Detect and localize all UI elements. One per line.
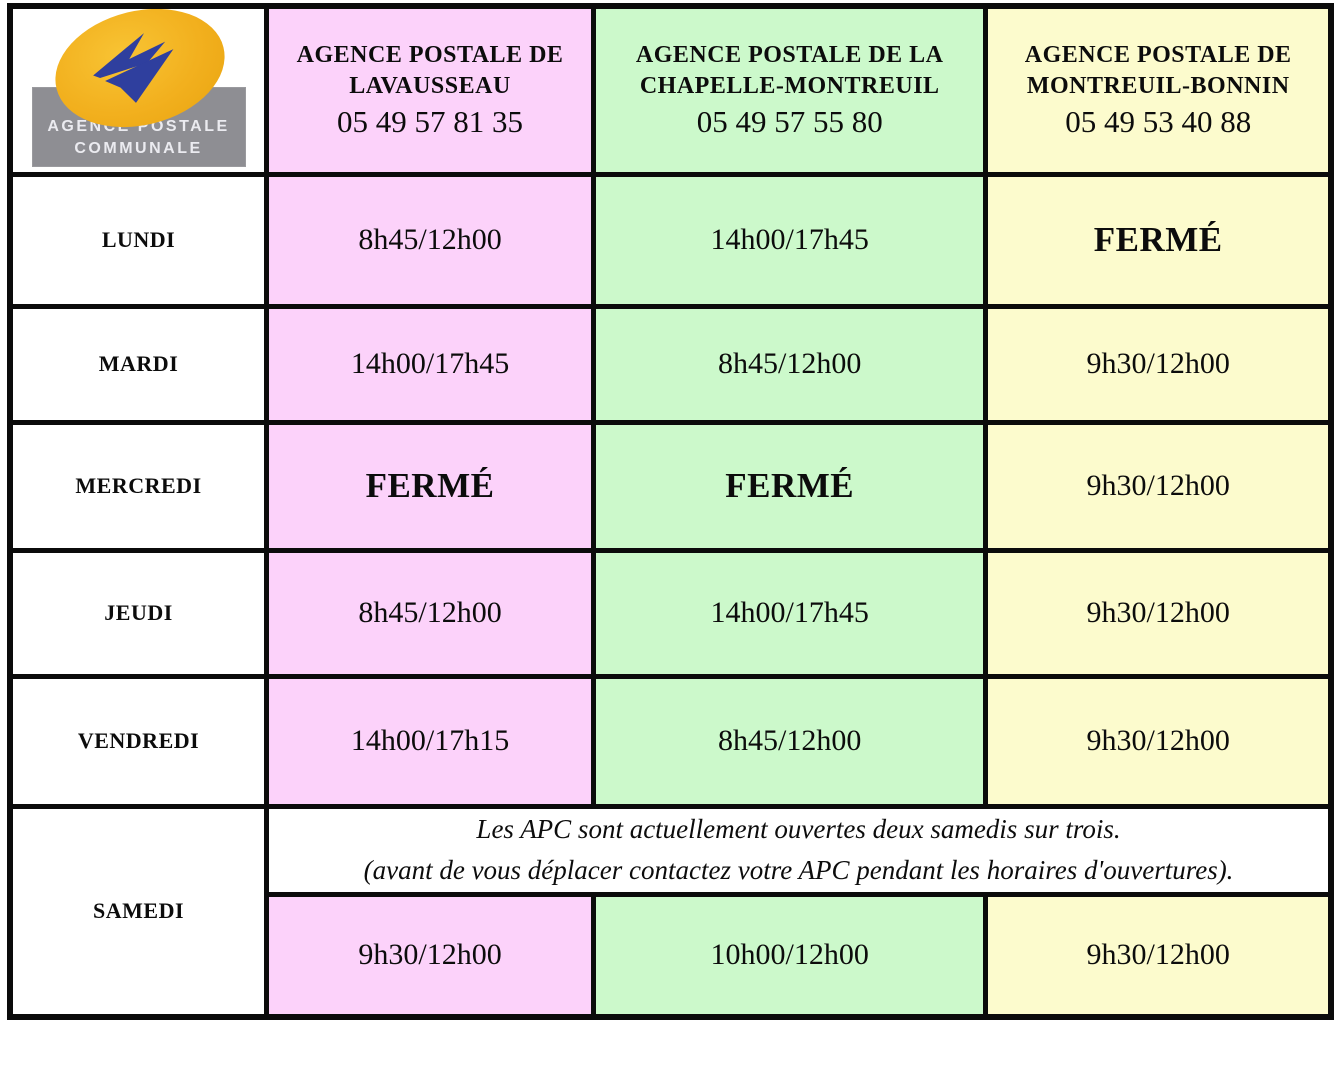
day-cell-mercredi — [10, 422, 267, 550]
hours-value: 14h00/17h45 — [710, 596, 869, 629]
hours-cell-closed — [267, 422, 594, 550]
hours-cell — [267, 550, 594, 676]
agency-name-line1: AGENCE POSTALE DE — [296, 42, 564, 69]
closed-label: FERMÉ — [365, 466, 495, 505]
agency-phone: 05 49 53 40 88 — [1065, 104, 1252, 140]
hours-value: 9h30/12h00 — [1086, 596, 1230, 629]
hours-value: 10h00/12h00 — [710, 938, 869, 972]
row-vendredi — [10, 676, 1331, 806]
hours-cell — [594, 306, 986, 422]
header-agency-chapelle-montreuil — [594, 6, 986, 174]
logo-cell — [10, 6, 267, 174]
hours-value: 14h00/17h15 — [350, 724, 510, 757]
closed-label: FERMÉ — [725, 466, 855, 505]
hours-value: 14h00/17h45 — [710, 223, 869, 256]
row-mardi — [10, 306, 1331, 422]
hours-value: 14h00/17h45 — [350, 347, 510, 380]
hours-cell-closed — [986, 174, 1331, 306]
hours-cell — [594, 550, 986, 676]
hours-cell — [986, 676, 1331, 806]
hours-cell — [986, 895, 1331, 1017]
hours-value: 9h30/12h00 — [358, 938, 502, 972]
day-cell-jeudi — [10, 550, 267, 676]
hours-cell — [594, 895, 986, 1017]
day-label: VENDREDI — [77, 728, 200, 753]
agency-name-line2: CHAPELLE-MONTREUIL — [639, 73, 940, 100]
row-mercredi — [10, 422, 1331, 550]
logo-caption-line1: AGENCE POSTALE — [47, 118, 230, 136]
closed-label: FERMÉ — [1093, 220, 1223, 259]
day-cell-vendredi — [10, 676, 267, 806]
hours-cell — [986, 550, 1331, 676]
hours-value: 8h45/12h00 — [718, 724, 862, 757]
agency-name — [269, 40, 591, 102]
hours-cell — [986, 306, 1331, 422]
agency-name-line1: AGENCE POSTALE DE — [1024, 42, 1292, 69]
hours-cell — [267, 676, 594, 806]
saturday-note — [267, 806, 1331, 895]
hours-cell — [594, 174, 986, 306]
hours-value: 9h30/12h00 — [1086, 724, 1230, 757]
hours-value: 9h30/12h00 — [1086, 469, 1230, 502]
agency-name-line2: MONTREUIL-BONNIN — [1026, 73, 1290, 100]
hours-cell — [986, 422, 1331, 550]
saturday-note-line1: Les APC sont actuellement ouvertes deux samedis sur trois. — [476, 813, 1121, 844]
day-label: SAMEDI — [93, 898, 185, 924]
day-label: MARDI — [98, 351, 179, 376]
hours-cell — [267, 895, 594, 1017]
day-label: LUNDI — [101, 227, 176, 252]
hours-value: 8h45/12h00 — [358, 223, 502, 256]
hours-value: 9h30/12h00 — [1086, 938, 1230, 972]
row-jeudi — [10, 550, 1331, 676]
saturday-note-line2: (avant de vous déplacer contactez votre APC pendant les horaires d'ouvertures). — [363, 855, 1234, 886]
agency-name-line2: LAVAUSSEAU — [349, 73, 511, 100]
laposte-bird-icon — [73, 18, 205, 118]
hours-value: 8h45/12h00 — [718, 347, 862, 380]
day-label: MERCREDI — [75, 473, 202, 498]
hours-value: 9h30/12h00 — [1086, 347, 1230, 380]
day-cell-lundi — [10, 174, 267, 306]
row-samedi-note — [10, 806, 1331, 895]
header-agency-lavausseau — [267, 6, 594, 174]
hours-cell — [267, 306, 594, 422]
agency-phone: 05 49 57 55 80 — [696, 104, 883, 140]
day-cell-mardi — [10, 306, 267, 422]
day-cell-samedi — [10, 806, 267, 1017]
agency-phone: 05 49 57 81 35 — [337, 104, 524, 140]
row-lundi — [10, 174, 1331, 306]
schedule-table — [7, 3, 1334, 1020]
agency-name — [988, 40, 1328, 102]
header-row — [10, 6, 1331, 174]
hours-cell — [594, 676, 986, 806]
apc-logo — [26, 11, 252, 169]
header-agency-montreuil-bonnin — [986, 6, 1331, 174]
agency-name-line1: AGENCE POSTALE DE LA — [635, 42, 944, 69]
hours-cell — [267, 174, 594, 306]
hours-cell-closed — [594, 422, 986, 550]
agency-name — [596, 40, 983, 102]
day-label: JEUDI — [104, 600, 173, 625]
hours-value: 8h45/12h00 — [358, 596, 502, 629]
logo-caption-line2: COMMUNALE — [74, 139, 203, 157]
